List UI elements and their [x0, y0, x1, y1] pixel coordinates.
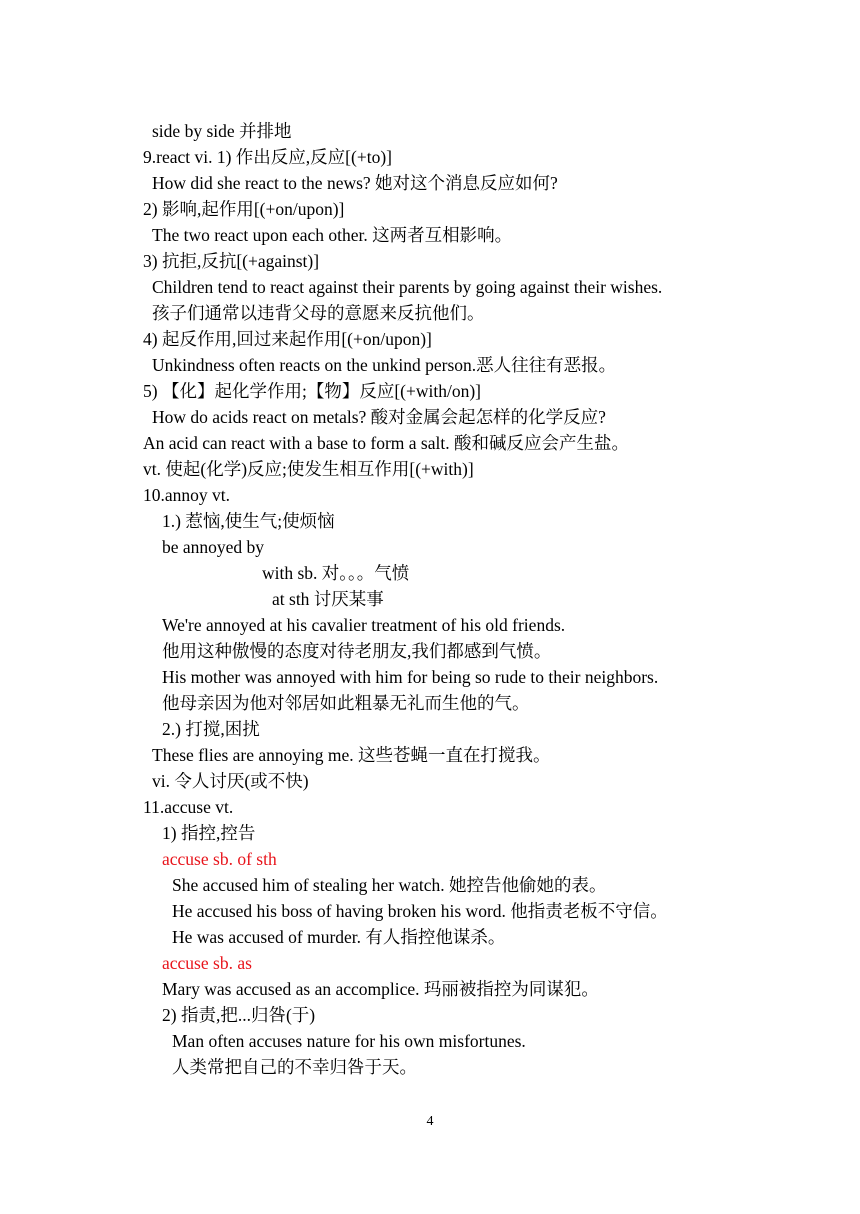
example-sentence: We're annoyed at his cavalier treatment of his old friends. — [162, 615, 566, 635]
sense-label: 1) 指控,控告 — [162, 823, 256, 843]
example-sentence: He was accused of murder. 有人指控他谋杀。 — [172, 927, 506, 947]
sense-label: vi. 令人讨厌(或不快) — [152, 771, 309, 791]
example-sentence: Mary was accused as an accomplice. 玛丽被指控为同谋犯。 — [162, 979, 599, 999]
example-translation: 他母亲因为他对邻居如此粗暴无礼而生他的气。 — [162, 693, 530, 713]
example-translation: 孩子们通常以违背父母的意愿来反抗他们。 — [152, 303, 485, 323]
page-number: 4 — [426, 1114, 434, 1129]
example-sentence: He accused his boss of having broken his word. 他指责老板不守信。 — [172, 901, 668, 921]
phrase-pattern: at sth 讨厌某事 — [272, 589, 384, 609]
entry-heading-accuse: 11.accuse vt. — [143, 797, 234, 817]
example-translation: 人类常把自己的不幸归咎于天。 — [172, 1057, 417, 1077]
sense-label: 2.) 打搅,困扰 — [162, 719, 260, 739]
example-sentence: Children tend to react against their parents by going against their wishes. — [152, 277, 663, 297]
sense-label: 1.) 惹恼,使生气;使烦恼 — [162, 511, 335, 531]
example-sentence: An acid can react with a base to form a salt. 酸和碱反应会产生盐。 — [143, 433, 629, 453]
sense-label: 2) 影响,起作用[(+on/upon)] — [143, 199, 345, 219]
example-sentence: Unkindness often reacts on the unkind person.恶人往往有恶报。 — [152, 355, 617, 375]
entry-heading-annoy: 10.annoy vt. — [143, 485, 231, 505]
example-sentence: Man often accuses nature for his own misfortunes. — [172, 1031, 526, 1051]
sense-label: 4) 起反作用,回过来起作用[(+on/upon)] — [143, 329, 432, 349]
entry-heading-react: 9.react vi. 1) 作出反应,反应[(+to)] — [143, 147, 392, 167]
phrase-pattern-highlight: accuse sb. of sth — [162, 849, 277, 869]
sense-label: 2) 指责,把...归咎(于) — [162, 1005, 316, 1025]
phrase-pattern: with sb. 对。。。气愤 — [262, 563, 410, 583]
text-line-side-by-side: side by side 并排地 — [152, 121, 292, 141]
phrase-pattern: be annoyed by — [162, 537, 265, 557]
sense-label: vt. 使起(化学)反应;使发生相互作用[(+with)] — [143, 459, 474, 479]
example-sentence: These flies are annoying me. 这些苍蝇一直在打搅我。 — [152, 745, 551, 765]
example-sentence: His mother was annoyed with him for being so rude to their neighbors. — [162, 667, 659, 687]
example-sentence: How do acids react on metals? 酸对金属会起怎样的化学反应? — [152, 407, 606, 427]
example-sentence: She accused him of stealing her watch. 她控告他偷她的表。 — [172, 875, 607, 895]
sense-label: 3) 抗拒,反抗[(+against)] — [143, 251, 320, 271]
phrase-pattern-highlight: accuse sb. as — [162, 953, 252, 973]
example-sentence: How did she react to the news? 她对这个消息反应如何? — [152, 173, 558, 193]
sense-label: 5) 【化】起化学作用;【物】反应[(+with/on)] — [143, 381, 481, 401]
example-sentence: The two react upon each other. 这两者互相影响。 — [152, 225, 513, 245]
example-translation: 他用这种傲慢的态度对待老朋友,我们都感到气愤。 — [162, 641, 552, 661]
